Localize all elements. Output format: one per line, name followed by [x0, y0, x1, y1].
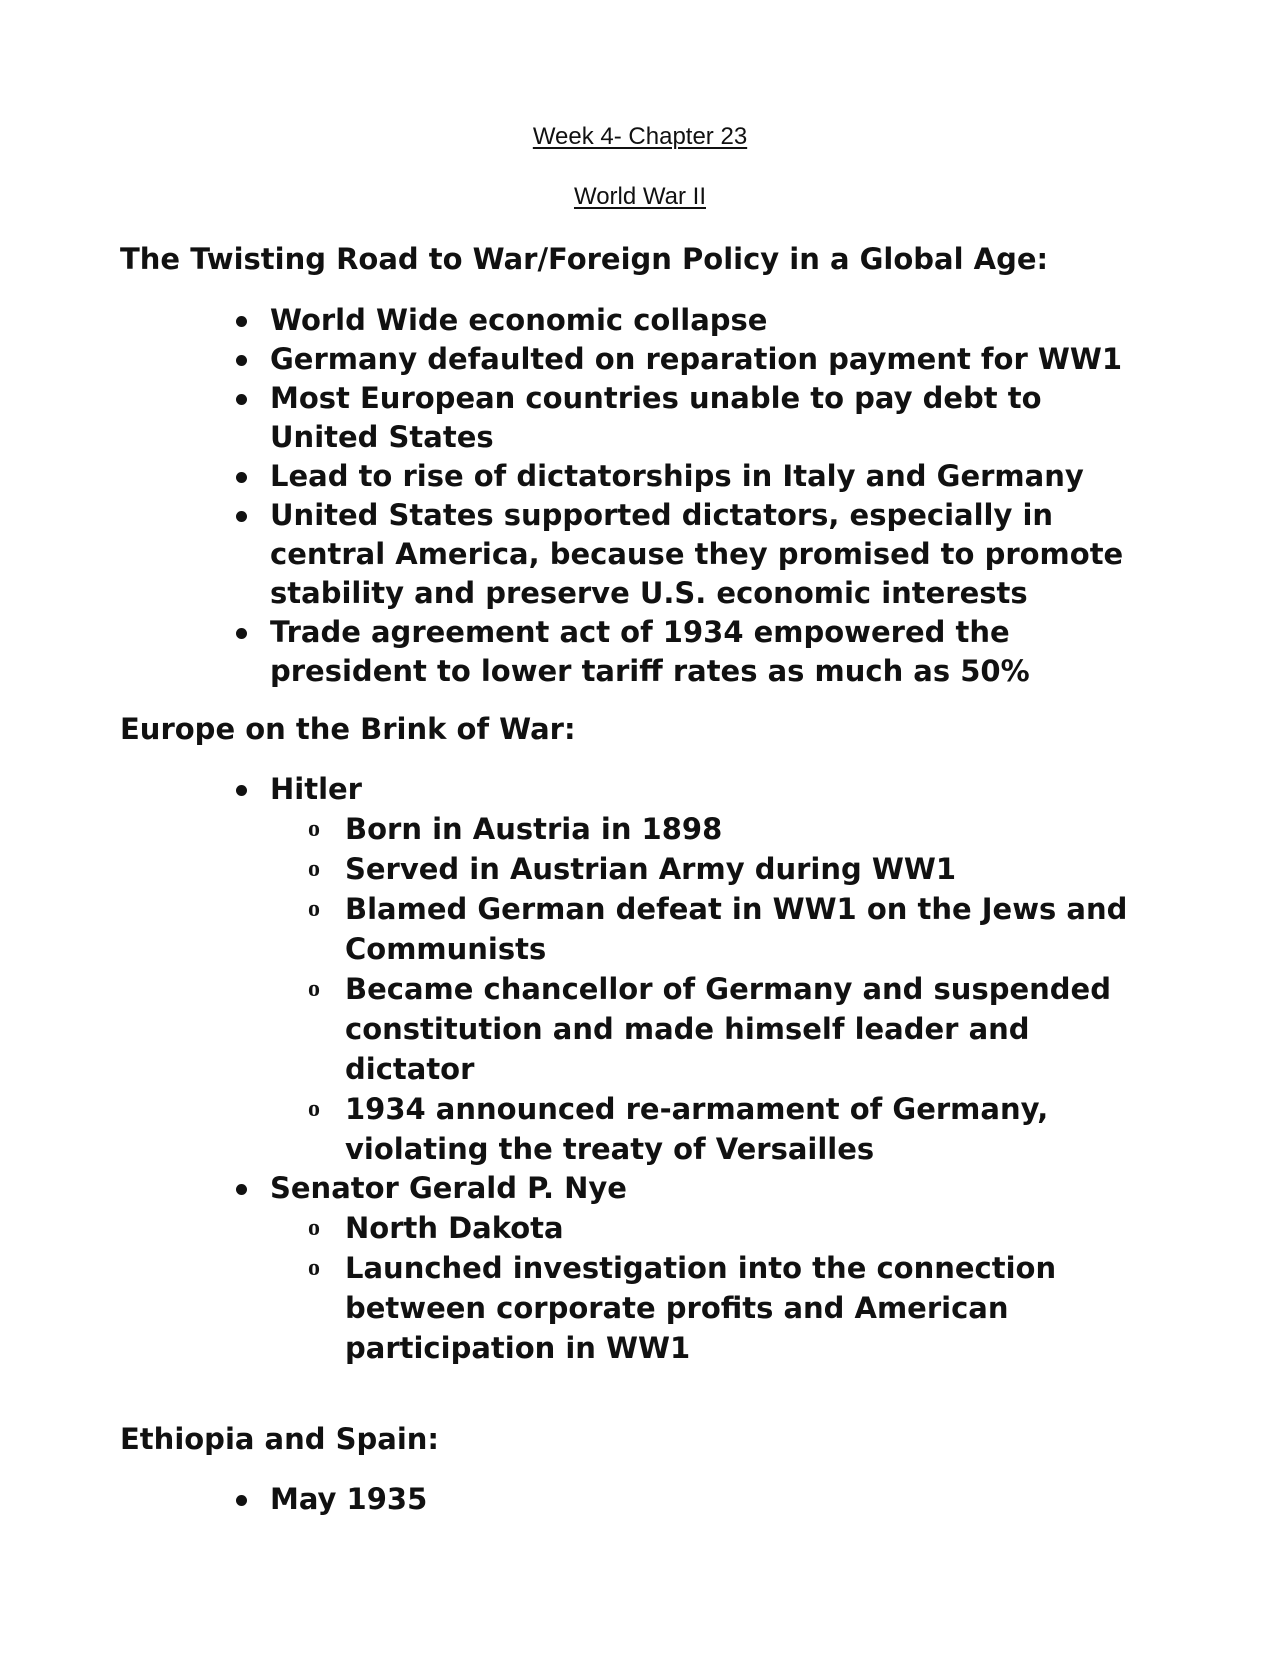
sub-list-item-text: 1934 announced re-armament of Germany, violating the treaty of Versailles [345, 1092, 1049, 1166]
list-item [270, 379, 1140, 457]
sub-list-item [308, 849, 1145, 889]
circle-bullet-icon: o [308, 896, 320, 922]
sub-list-item [308, 969, 1145, 1089]
bullet-list-ethiopia-spain [0, 1480, 1140, 1519]
circle-bullet-icon: o [308, 816, 320, 842]
bullet-icon [236, 394, 247, 405]
sub-list-item-text: Launched investigation into the connection between corporate profits and American participation in WW1 [345, 1251, 1057, 1365]
list-item-text: Most European countries unable to pay debt to United States [270, 381, 1042, 454]
section-heading-twisting-road: The Twisting Road to War/Foreign Policy in a Global Age: [120, 242, 1049, 276]
list-item [270, 457, 1140, 496]
document-title: Week 4- Chapter 23 [532, 123, 748, 150]
sub-list-item-text: Became chancellor of Germany and suspended constitution and made himself leader and dictator [345, 972, 1111, 1086]
sub-list-item [308, 889, 1145, 969]
bullet-icon [236, 628, 247, 639]
sub-list-item [308, 809, 1145, 849]
list-item-text: United States supported dictators, especially in central America, because they promised to promote stability and preserve U.S. economic interests [270, 498, 1124, 610]
list-item-text: May 1935 [270, 1482, 428, 1516]
bullet-icon [236, 511, 247, 522]
list-item-hitler [270, 770, 1140, 1169]
list-item-text: Lead to rise of dictatorships in Italy and Germany [270, 459, 1084, 493]
circle-bullet-icon: o [308, 976, 320, 1002]
section-heading-ethiopia-spain: Ethiopia and Spain: [120, 1422, 440, 1456]
list-item-senator-nye [270, 1169, 1140, 1368]
circle-bullet-icon: o [308, 1096, 320, 1122]
circle-bullet-icon: o [308, 1215, 320, 1241]
bullet-icon [236, 785, 247, 796]
sub-list-hitler [270, 809, 1140, 1169]
sub-list-item-text: North Dakota [345, 1211, 564, 1245]
list-item-text: Trade agreement act of 1934 empowered the president to lower tariff rates as much as 50% [270, 615, 1030, 688]
list-item [270, 496, 1140, 613]
bullet-list-europe-brink [0, 770, 1140, 1368]
list-item-text: World Wide economic collapse [270, 303, 768, 337]
circle-bullet-icon: o [308, 856, 320, 882]
sub-list-item-text: Born in Austria in 1898 [345, 812, 723, 846]
list-item [270, 301, 1140, 340]
list-item [270, 340, 1140, 379]
bullet-icon [236, 1184, 247, 1195]
section-heading-europe-brink: Europe on the Brink of War: [120, 712, 576, 746]
document-subtitle: World War II [573, 183, 706, 210]
list-item [270, 613, 1140, 691]
bullet-icon [236, 355, 247, 366]
sub-list-item [308, 1248, 1145, 1368]
list-item-text: Hitler [270, 772, 362, 806]
list-item [270, 1480, 1140, 1519]
sub-list-item [308, 1089, 1145, 1169]
bullet-icon [236, 472, 247, 483]
sub-list-item-text: Served in Austrian Army during WW1 [345, 852, 956, 886]
bullet-icon [236, 1495, 247, 1506]
sub-list-item-text: Blamed German defeat in WW1 on the Jews and Communists [345, 892, 1128, 966]
bullet-icon [236, 316, 247, 327]
sub-list-item [308, 1208, 1145, 1248]
list-item-text: Senator Gerald P. Nye [270, 1171, 627, 1205]
sub-list-senator-nye [270, 1208, 1140, 1368]
bullet-list-twisting-road [0, 301, 1140, 691]
circle-bullet-icon: o [308, 1255, 320, 1281]
list-item-text: Germany defaulted on reparation payment for WW1 [270, 342, 1123, 376]
